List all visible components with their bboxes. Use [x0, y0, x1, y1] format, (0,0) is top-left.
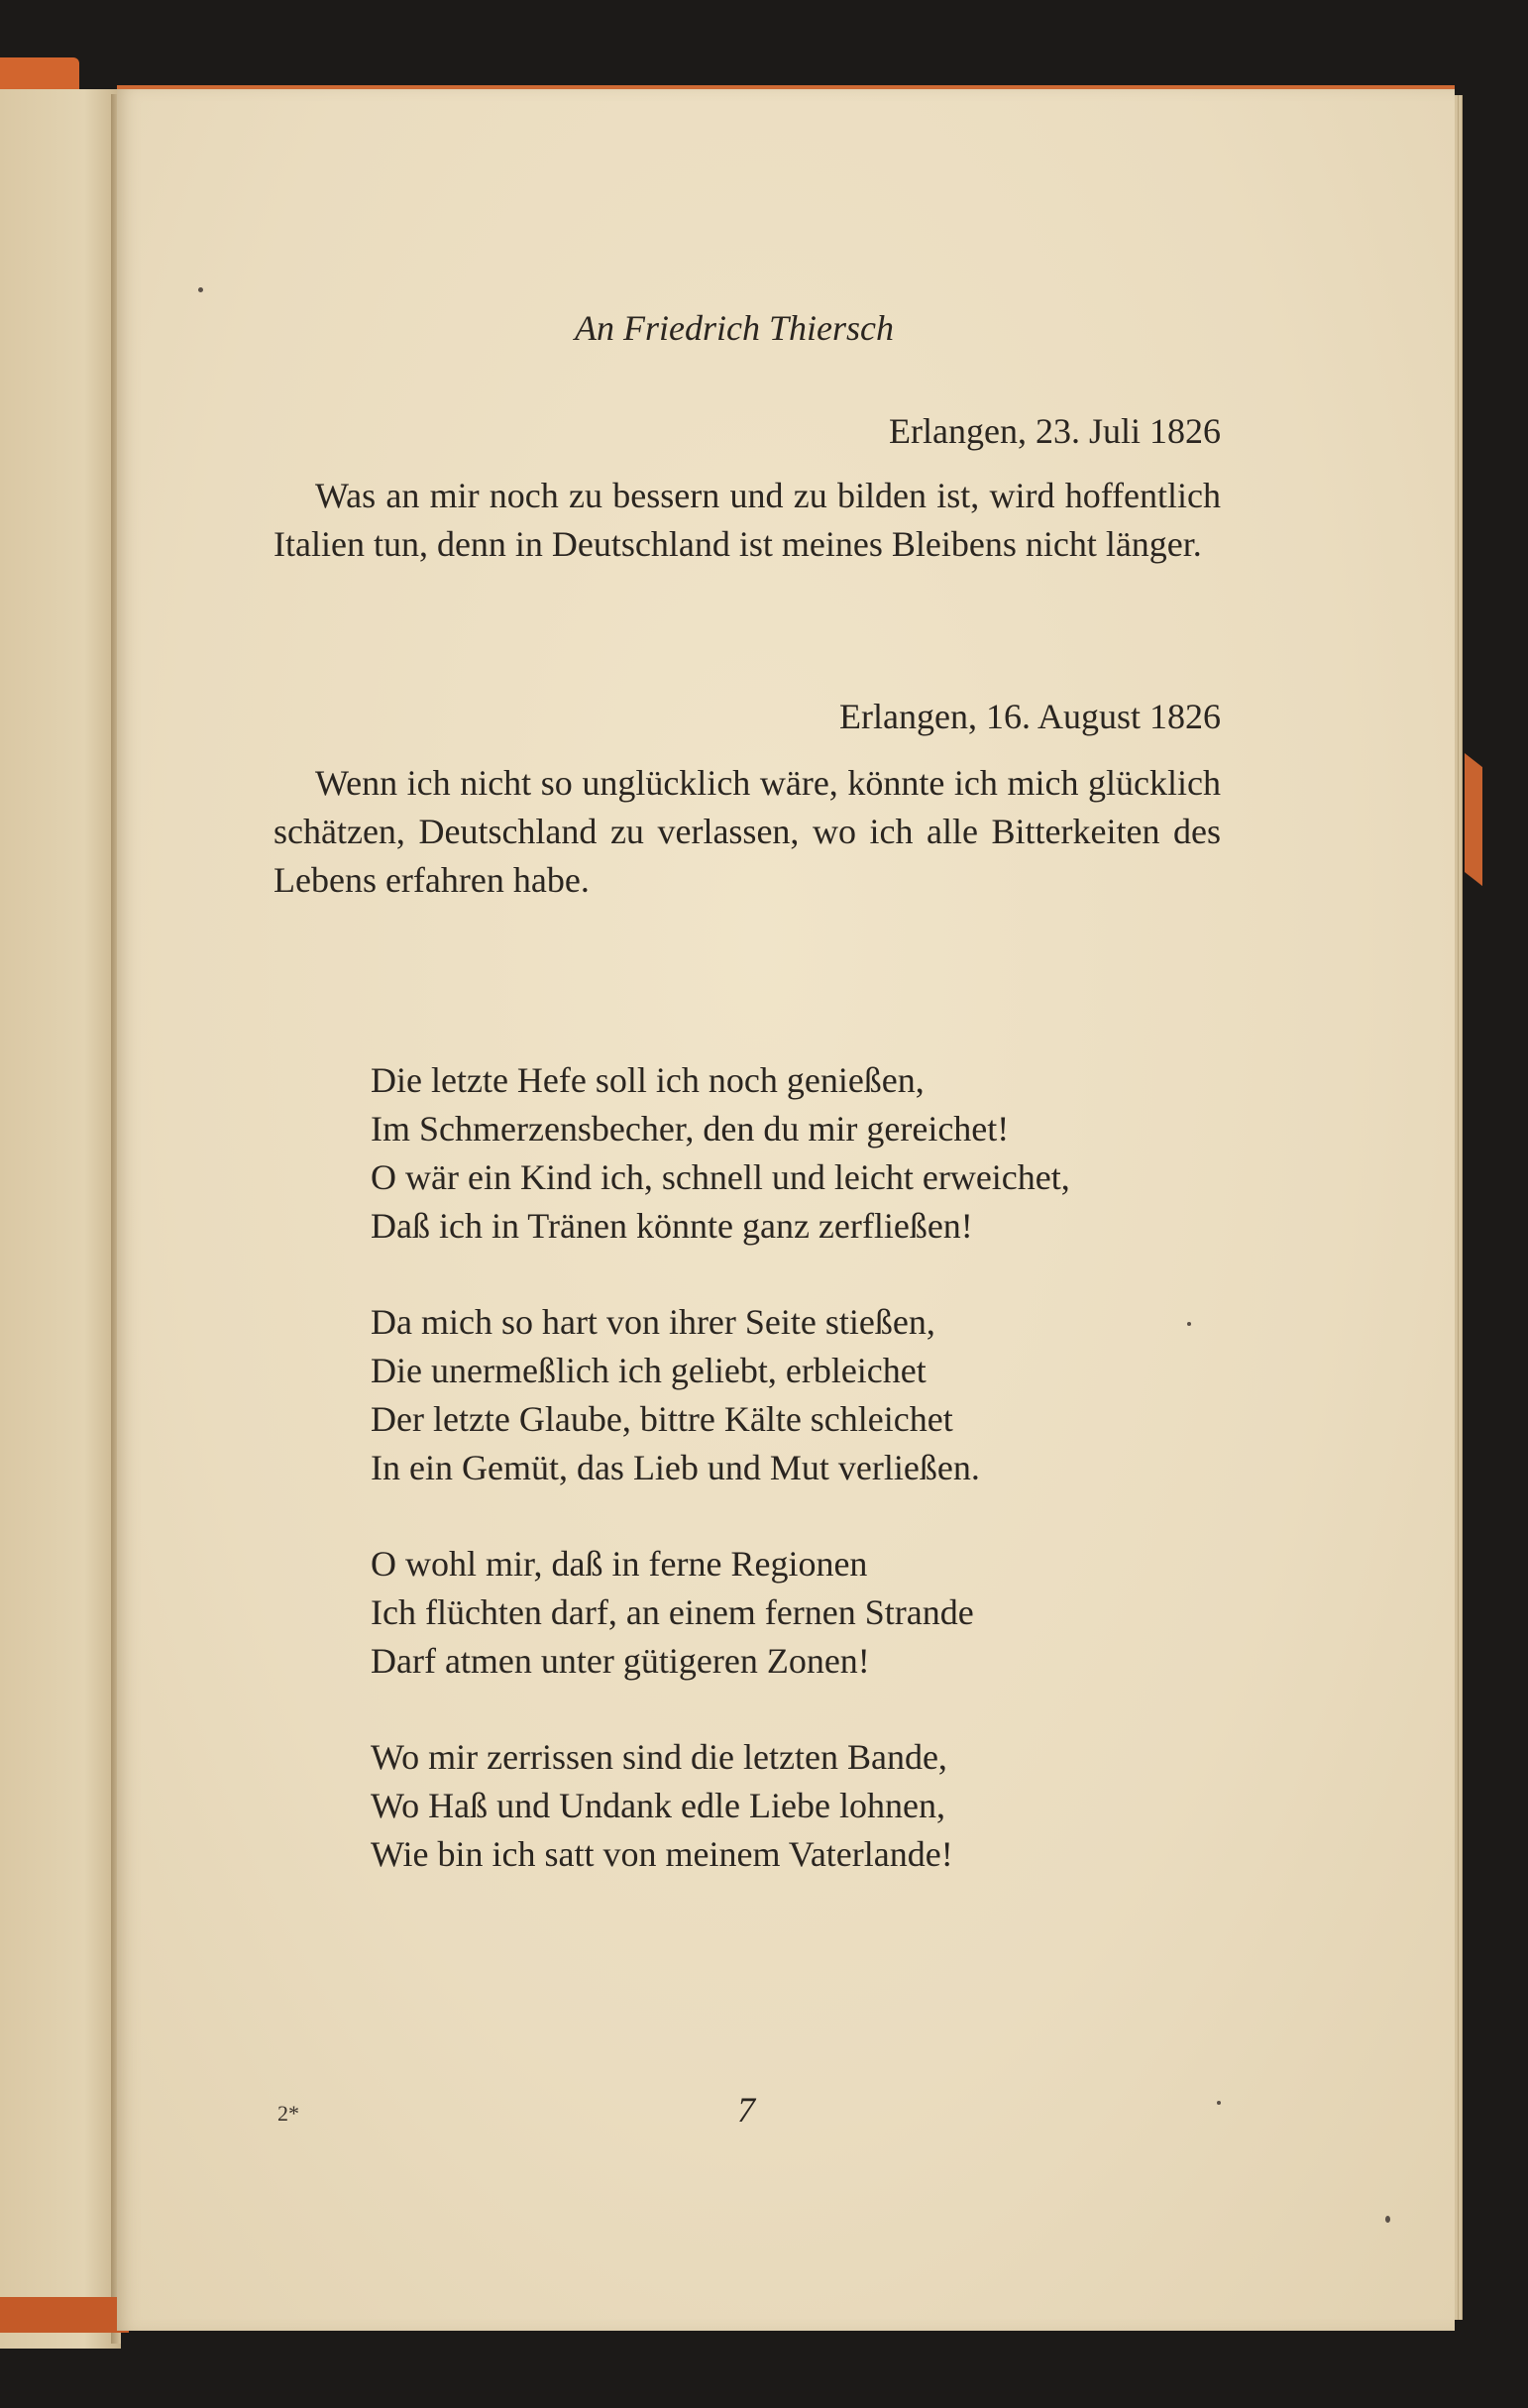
paper-speck — [1187, 1322, 1191, 1326]
verse-line: Wie bin ich satt von meinem Vaterlande! — [371, 1834, 953, 1874]
letter-text-2: Wenn ich nicht so unglücklich wäre, könnte ich mich glücklich schätzen, Deutschland zu verlassen, wo ich alle Bitterkeiten des Lebens erfahren habe. — [273, 763, 1221, 900]
letter-date-1: Erlangen, 23. Juli 1826 — [889, 411, 1221, 451]
verse-line: Da mich so hart von ihrer Seite stießen, — [371, 1302, 935, 1342]
page-number: 7 — [737, 2090, 755, 2130]
left-page-strip — [0, 89, 121, 2349]
verse-line: Die letzte Hefe soll ich noch genießen, — [371, 1060, 925, 1100]
verse-line: Die unermeßlich ich geliebt, erbleichet — [371, 1351, 927, 1390]
verse-line: Darf atmen unter gütigeren Zonen! — [371, 1641, 870, 1681]
letter-text-1: Was an mir noch zu bessern und zu bilden ist, wird hoffentlich Italien tun, denn in Deutschland ist meines Bleibens nicht länger. — [273, 476, 1221, 564]
bookmark-ribbon — [1465, 753, 1482, 886]
stanza-2 — [371, 1298, 1070, 1492]
verse-line: O wohl mir, daß in ferne Regionen — [371, 1544, 868, 1584]
verse-line: Wo mir zerrissen sind die letzten Bande, — [371, 1737, 947, 1777]
stanza-4 — [371, 1733, 1070, 1879]
verse-line: Der letzte Glaube, bittre Kälte schleichet — [371, 1399, 953, 1439]
book-cover-edge-bottom — [0, 2297, 129, 2333]
paper-speck — [1217, 2101, 1221, 2105]
running-title: An Friedrich Thiersch — [575, 308, 894, 348]
verse-line: Wo Haß und Undank edle Liebe lohnen, — [371, 1786, 945, 1825]
paper-speck — [1385, 2216, 1390, 2223]
verse-line: Daß ich in Tränen könnte ganz zerfließen! — [371, 1206, 973, 1246]
letter-date-2: Erlangen, 16. August 1826 — [839, 697, 1221, 736]
stanza-1 — [371, 1056, 1070, 1251]
stanza-3 — [371, 1540, 1070, 1686]
verse-line: O wär ein Kind ich, schnell und leicht erweichet, — [371, 1157, 1070, 1197]
signature-mark: 2* — [277, 2101, 299, 2126]
verse-line: Ich flüchten darf, an einem fernen Strande — [371, 1592, 974, 1632]
paper-speck — [198, 287, 203, 292]
verse-line: Im Schmerzensbecher, den du mir gereichet! — [371, 1109, 1010, 1149]
verse-line: In ein Gemüt, das Lieb und Mut verließen. — [371, 1448, 980, 1487]
sonnet — [371, 1056, 1070, 1926]
